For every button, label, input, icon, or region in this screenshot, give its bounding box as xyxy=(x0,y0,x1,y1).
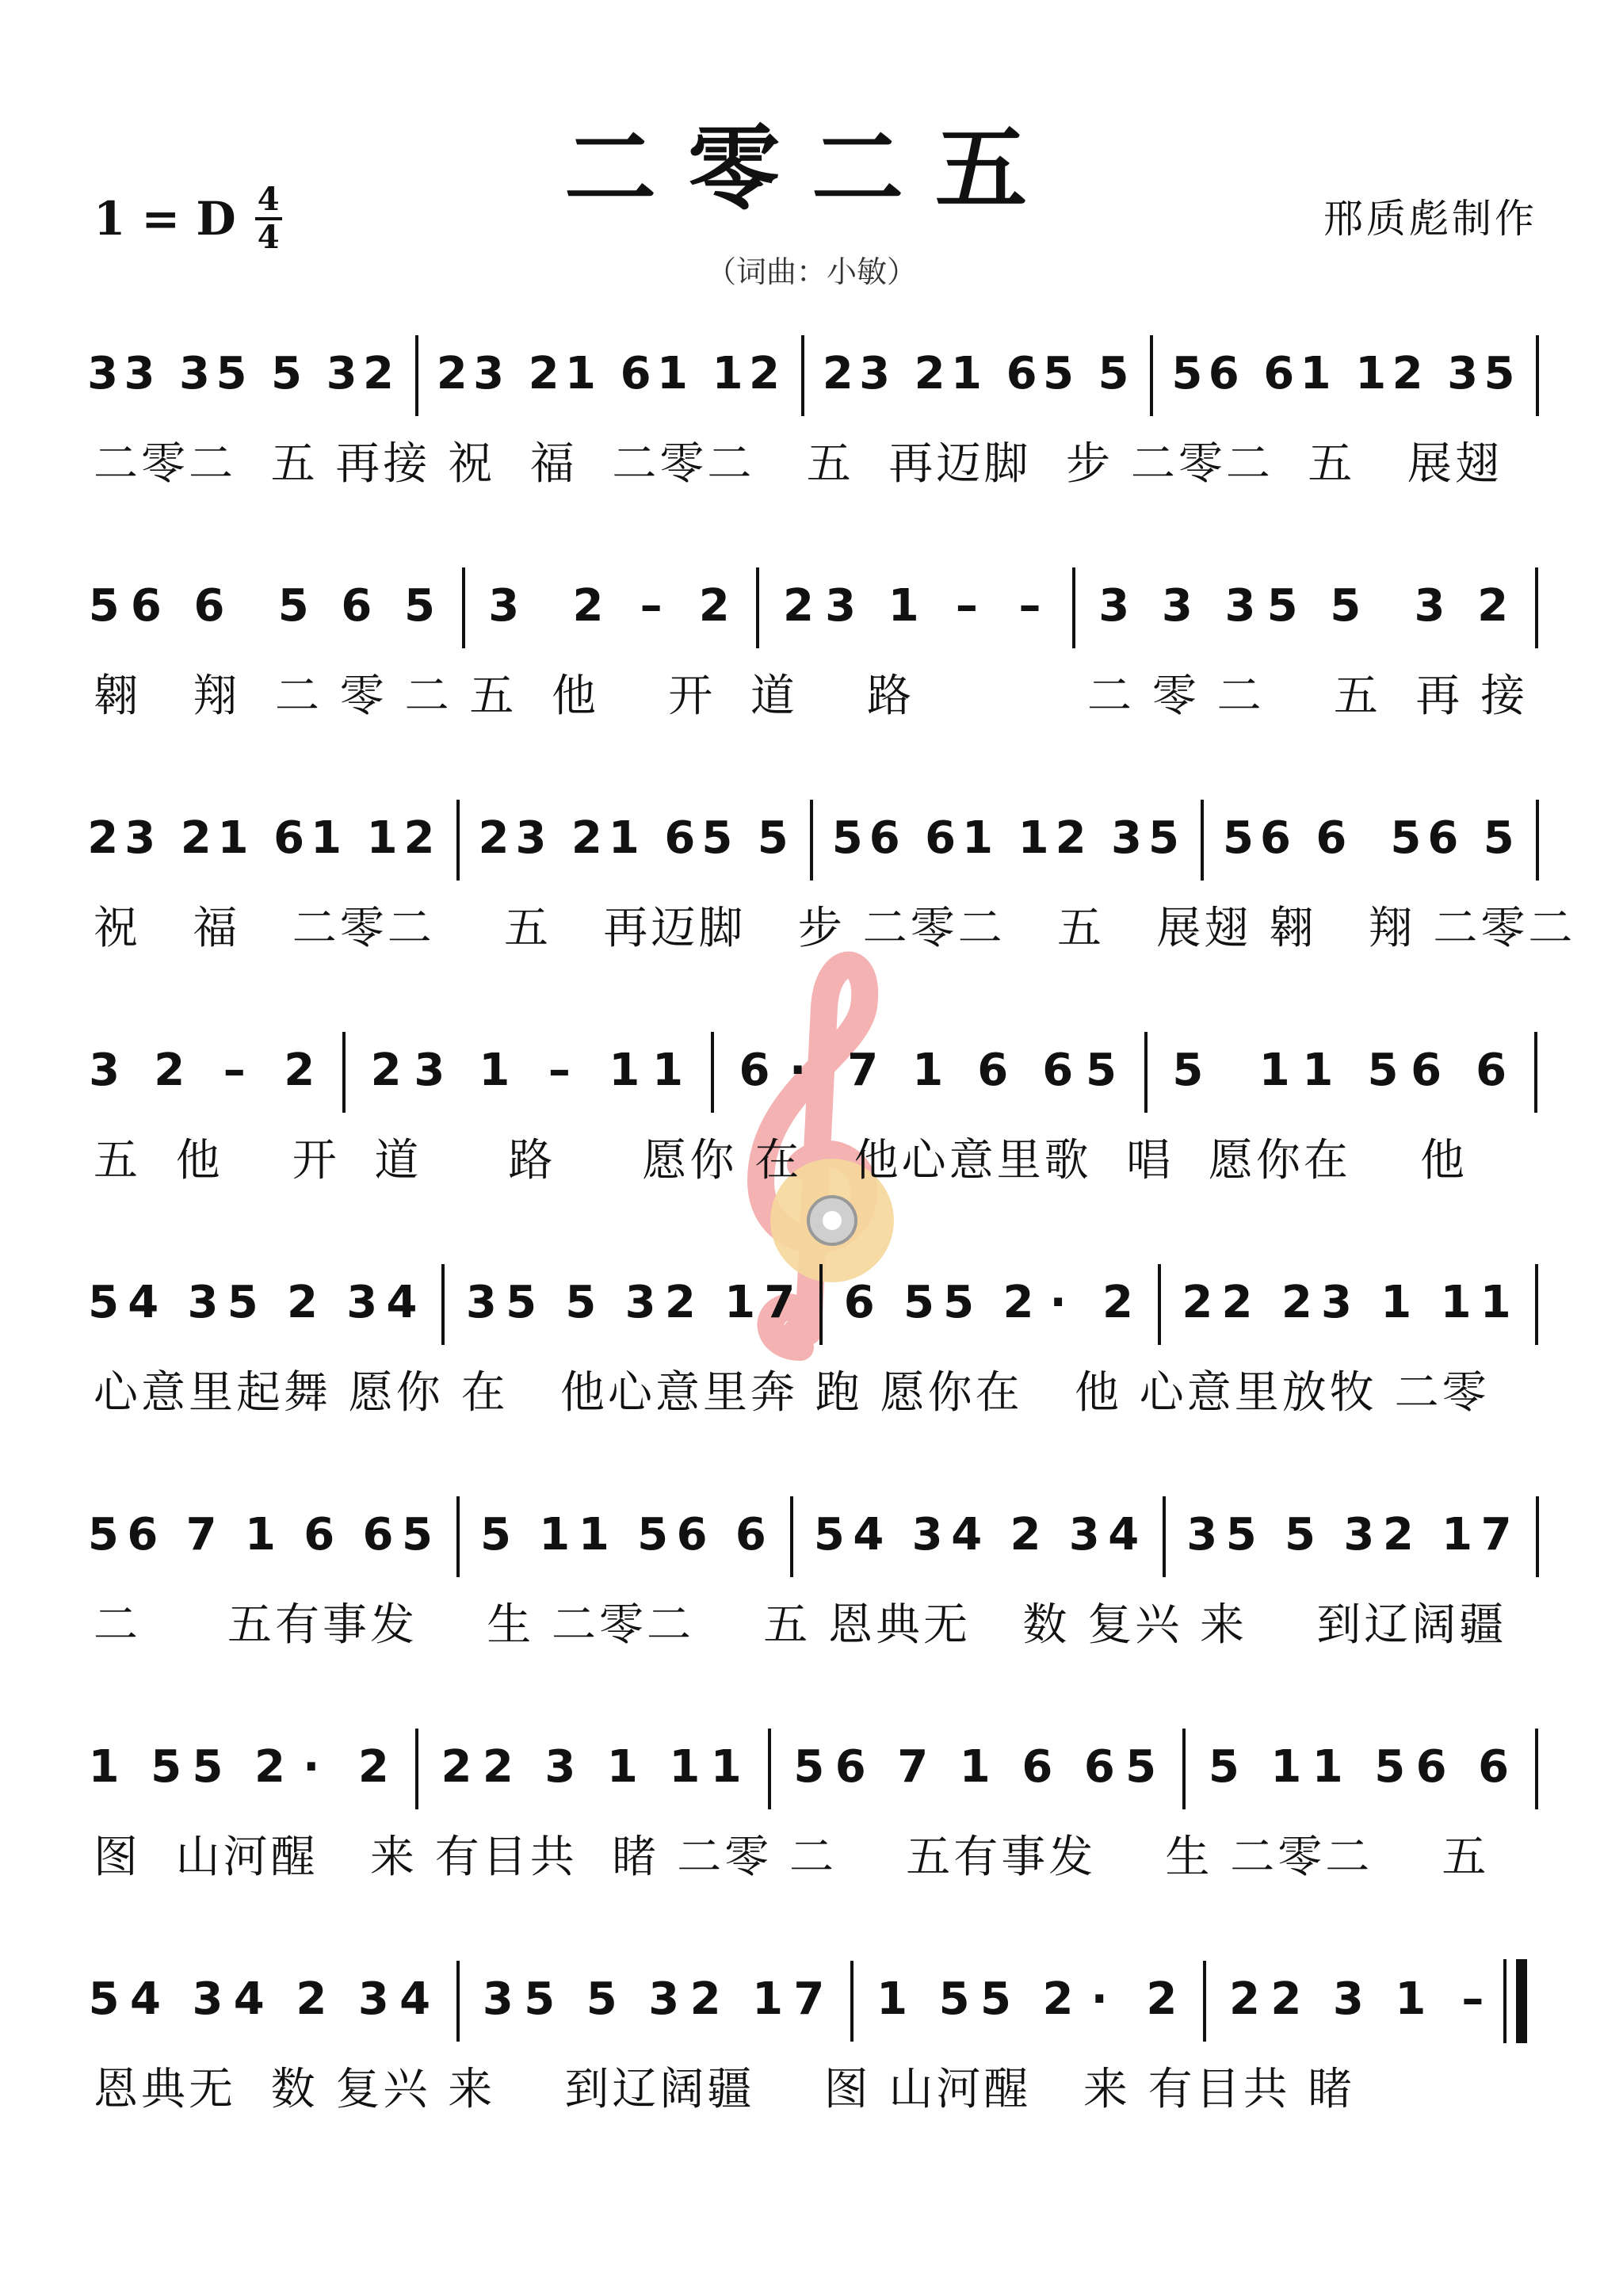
note: 7 xyxy=(897,1741,929,1793)
note: 3 xyxy=(544,1741,576,1793)
barline xyxy=(342,1032,346,1113)
note: 5 xyxy=(1208,1741,1239,1793)
note: 2 xyxy=(914,348,945,399)
lyrics-7: 图 山河醒 来 有目共 睹 二零 二 五有事发 生 二零二 五 xyxy=(94,1832,1490,1883)
note: 4 xyxy=(1108,1509,1140,1561)
note: 2 xyxy=(1102,1277,1133,1328)
notes-8 xyxy=(88,1939,1545,2057)
note: 3 xyxy=(624,1277,656,1328)
note: 5 xyxy=(1390,812,1422,864)
note: 7 xyxy=(1480,1509,1512,1561)
note: 1 xyxy=(1312,1741,1343,1793)
system-2 xyxy=(88,545,1545,777)
note: 1 xyxy=(876,1973,908,2025)
note: 2 xyxy=(689,1973,721,2025)
note: 3 xyxy=(465,1277,497,1328)
note: 3 xyxy=(1332,1973,1364,2025)
note: 2 xyxy=(822,348,854,399)
note: 2 xyxy=(572,580,604,632)
note: 5 xyxy=(903,1277,934,1328)
note: 5 xyxy=(1367,1045,1399,1096)
note: 5 xyxy=(793,1741,825,1793)
note: 5 xyxy=(980,1973,1011,2025)
note: 3 xyxy=(87,348,119,399)
barline xyxy=(1535,567,1538,648)
note: 2 xyxy=(698,580,730,632)
note: 4 xyxy=(386,1277,418,1328)
note: 7 xyxy=(185,1509,217,1561)
note: 1 xyxy=(1381,1277,1412,1328)
barline xyxy=(415,335,418,416)
barline xyxy=(801,335,804,416)
note: 2 xyxy=(1010,1509,1041,1561)
note: 2 xyxy=(287,1277,318,1328)
notes-3 xyxy=(87,777,1545,896)
barline xyxy=(441,1264,445,1345)
barline xyxy=(1072,567,1075,648)
augmentation-dot: · xyxy=(303,1741,320,1793)
note: 5 xyxy=(480,1509,511,1561)
notes-2 xyxy=(88,545,1545,664)
note: 1 xyxy=(652,1045,684,1096)
note: 5 xyxy=(1042,348,1074,399)
barline xyxy=(819,1264,823,1345)
note: 1 xyxy=(951,348,982,399)
lyrics-6: 二 五有事发 生 二零二 五 恩典无 数 复兴 来 到辽阔疆 xyxy=(94,1599,1507,1651)
note: 1 xyxy=(1300,348,1331,399)
barline xyxy=(1163,1496,1166,1577)
note: 3 xyxy=(124,348,155,399)
note: 3 xyxy=(1161,580,1193,632)
lyrics-8: 恩典无 数 复兴 来 到辽阔疆 图 山河醒 来 有目共 睹 xyxy=(94,2064,1356,2115)
note: 2 xyxy=(1270,1973,1302,2025)
note: 1 xyxy=(88,1741,120,1793)
notes-1 xyxy=(87,313,1545,432)
note: 3 xyxy=(473,348,505,399)
time-top: 4 xyxy=(257,181,280,218)
note: 3 xyxy=(124,812,156,864)
notes-4 xyxy=(89,1010,1545,1129)
note: 4 xyxy=(129,1973,161,2025)
note: 5 xyxy=(701,812,733,864)
note: 1 xyxy=(1395,1973,1426,2025)
note: 1 xyxy=(1302,1045,1334,1096)
note: 5 xyxy=(402,1509,433,1561)
note: 2 xyxy=(1392,348,1423,399)
note: 5 xyxy=(88,580,120,632)
note: 2 xyxy=(1002,1277,1034,1328)
note: 5 xyxy=(524,1973,556,2025)
note: 5 xyxy=(1125,1741,1157,1793)
time-signature xyxy=(255,181,282,256)
barline xyxy=(1535,1264,1538,1345)
note: 6 xyxy=(1022,1741,1053,1793)
note: 5 xyxy=(192,1741,223,1793)
barline xyxy=(456,1496,460,1577)
note: 2 xyxy=(154,1045,185,1096)
barline xyxy=(756,567,759,648)
note: 6 xyxy=(739,1045,770,1096)
note: 5 xyxy=(88,1277,120,1328)
note: 5 xyxy=(1266,580,1298,632)
final-barline-thin xyxy=(1503,1959,1507,2043)
hold-dash: – xyxy=(640,580,663,632)
system-8 xyxy=(88,1939,1545,2171)
note: 6 xyxy=(834,1741,866,1793)
note: 6 xyxy=(193,580,225,632)
note: 3 xyxy=(1447,348,1479,399)
note: 3 xyxy=(1068,1509,1100,1561)
barline xyxy=(1536,800,1539,881)
lyrics-2: 翱 翔 二 零 二 五 他 开 道 路 二 零 二 五 再 接 xyxy=(94,670,1529,722)
note: 1 xyxy=(217,812,249,864)
note: 6 xyxy=(304,1509,335,1561)
augmentation-dot: · xyxy=(789,1045,807,1096)
note: 3 xyxy=(192,1973,223,2025)
note: 6 xyxy=(1042,1045,1074,1096)
note: 3 xyxy=(488,580,520,632)
note: 6 xyxy=(1208,348,1239,399)
note: 6 xyxy=(869,812,900,864)
score xyxy=(87,313,1576,2171)
note: 4 xyxy=(951,1509,983,1561)
note: 2 xyxy=(1382,1509,1414,1561)
barline xyxy=(1536,1496,1539,1577)
note: 1 xyxy=(959,1741,991,1793)
note: 3 xyxy=(825,580,857,632)
key-signature xyxy=(94,181,282,256)
system-6 xyxy=(87,1474,1545,1706)
barline xyxy=(850,1961,854,2042)
note: 2 xyxy=(528,348,559,399)
note: 1 xyxy=(669,1741,701,1793)
system-5 xyxy=(88,1242,1545,1474)
key-label: 1 = D xyxy=(94,192,236,246)
note: 3 xyxy=(179,348,211,399)
note: 3 xyxy=(326,348,357,399)
hold-dash: – xyxy=(548,1045,571,1096)
note: 6 xyxy=(1263,348,1295,399)
note: 5 xyxy=(1330,580,1361,632)
note: 3 xyxy=(648,1973,680,2025)
barline xyxy=(456,1961,460,2042)
note: 7 xyxy=(847,1045,879,1096)
note: 1 xyxy=(479,1045,510,1096)
note: 6 xyxy=(127,1509,158,1561)
hold-dash: – xyxy=(955,580,978,632)
note: 6 xyxy=(341,580,372,632)
note: 1 xyxy=(710,1741,742,1793)
note: 2 xyxy=(357,1741,389,1793)
note: 5 xyxy=(151,1741,182,1793)
barline xyxy=(462,567,465,648)
note: 6 xyxy=(1478,1741,1510,1793)
note: 3 xyxy=(1343,1509,1375,1561)
note: 5 xyxy=(1483,812,1514,864)
barline xyxy=(1203,1961,1206,2042)
note: 5 xyxy=(277,580,309,632)
note: 1 xyxy=(1270,1741,1302,1793)
note: 1 xyxy=(752,1973,784,2025)
note: 3 xyxy=(357,1973,389,2025)
barline xyxy=(1536,335,1539,416)
note: 1 xyxy=(1018,812,1049,864)
note: 2 xyxy=(362,348,394,399)
note: 1 xyxy=(244,1509,276,1561)
note: 6 xyxy=(1427,812,1459,864)
note: 6 xyxy=(273,812,305,864)
note: 6 xyxy=(620,348,651,399)
note: 4 xyxy=(853,1509,884,1561)
note: 1 xyxy=(1480,1277,1511,1328)
note: 6 xyxy=(676,1509,708,1561)
note: 3 xyxy=(515,812,547,864)
barline xyxy=(1150,335,1153,416)
note: 5 xyxy=(565,1277,597,1328)
note: 3 xyxy=(1098,580,1130,632)
note: 5 xyxy=(506,1277,537,1328)
page-title: 二零二五 xyxy=(564,115,1059,223)
barline xyxy=(810,800,813,881)
note: 2 xyxy=(1146,1973,1178,2025)
note: 2 xyxy=(436,348,468,399)
note: 5 xyxy=(1148,812,1179,864)
note: 3 xyxy=(859,348,891,399)
note: 5 xyxy=(1285,1509,1316,1561)
note: 2 xyxy=(478,812,510,864)
note: 1 xyxy=(1258,1045,1290,1096)
note: 3 xyxy=(346,1277,378,1328)
lyrics-1: 二零二 五 再接 祝 福 二零二 五 再迈脚 步 二零二 五 展翅 xyxy=(94,438,1503,490)
barline xyxy=(790,1496,793,1577)
note: 5 xyxy=(813,1509,845,1561)
note: 5 xyxy=(757,812,789,864)
system-7 xyxy=(88,1706,1545,1939)
lyrics-5: 心意里起舞 愿你 在 他心意里奔 跑 愿你在 他 心意里放牧 二零 xyxy=(94,1367,1490,1419)
note: 6 xyxy=(362,1509,394,1561)
note: 5 xyxy=(938,1973,970,2025)
note: 2 xyxy=(1182,1277,1213,1328)
note: 1 xyxy=(1355,348,1387,399)
note: 2 xyxy=(1042,1973,1074,2025)
note: 5 xyxy=(88,1973,120,2025)
note: 5 xyxy=(404,580,436,632)
note: 2 xyxy=(482,1741,514,1793)
note: 1 xyxy=(606,1741,638,1793)
note: 6 xyxy=(130,580,162,632)
note: 5 xyxy=(586,1973,617,2025)
note: 3 xyxy=(911,1509,943,1561)
note: 3 xyxy=(89,1045,120,1096)
note: 3 xyxy=(1321,1277,1352,1328)
note: 5 xyxy=(1171,348,1203,399)
hold-dash: – xyxy=(1461,1973,1484,2025)
note: 5 xyxy=(1225,1509,1257,1561)
barline xyxy=(768,1729,771,1809)
note: 5 xyxy=(227,1277,258,1328)
note: 2 xyxy=(1221,1277,1253,1328)
note: 7 xyxy=(764,1277,796,1328)
note: 2 xyxy=(180,812,212,864)
note: 2 xyxy=(664,1277,696,1328)
note: 1 xyxy=(366,812,398,864)
barline xyxy=(1535,1729,1538,1809)
note: 5 xyxy=(216,348,247,399)
note: 6 xyxy=(1411,1045,1442,1096)
note: 5 xyxy=(943,1277,975,1328)
lyrics-4: 五 他 开 道 路 愿你 在 他心意里歌 唱 愿你在 他 xyxy=(94,1135,1468,1186)
note: 1 xyxy=(962,812,994,864)
note: 2 xyxy=(1229,1973,1260,2025)
time-bottom: 4 xyxy=(257,219,280,256)
note: 3 xyxy=(482,1973,514,2025)
note: 2 xyxy=(748,348,780,399)
note: 1 xyxy=(724,1277,756,1328)
note: 1 xyxy=(656,348,688,399)
note: 1 xyxy=(712,348,743,399)
hold-dash: – xyxy=(223,1045,246,1096)
note: 7 xyxy=(793,1973,825,2025)
note: 2 xyxy=(403,812,435,864)
note: 3 xyxy=(1111,812,1143,864)
note: 1 xyxy=(1442,1509,1473,1561)
note: 6 xyxy=(1083,1741,1115,1793)
barline xyxy=(1158,1264,1161,1345)
note: 1 xyxy=(565,348,597,399)
note: 5 xyxy=(1172,1045,1204,1096)
note: 6 xyxy=(1476,1045,1507,1096)
note: 2 xyxy=(1477,580,1509,632)
note: 5 xyxy=(1484,348,1515,399)
barline xyxy=(456,800,460,881)
note: 6 xyxy=(1316,812,1347,864)
note: 2 xyxy=(296,1973,327,2025)
final-barline-thick xyxy=(1516,1959,1527,2043)
note: 6 xyxy=(925,812,957,864)
barline xyxy=(711,1032,714,1113)
note: 2 xyxy=(87,812,119,864)
augmentation-dot: · xyxy=(1049,1277,1067,1328)
note: 5 xyxy=(1085,1045,1117,1096)
note: 1 xyxy=(912,1045,944,1096)
note: 2 xyxy=(1055,812,1086,864)
note: 5 xyxy=(87,1509,119,1561)
note: 5 xyxy=(271,348,302,399)
note: 5 xyxy=(1098,348,1129,399)
hold-dash: – xyxy=(1018,580,1041,632)
barline xyxy=(1201,800,1204,881)
note: 1 xyxy=(609,1045,640,1096)
note: 1 xyxy=(608,812,640,864)
note: 5 xyxy=(1374,1741,1406,1793)
note: 2 xyxy=(370,1045,402,1096)
notes-6 xyxy=(87,1474,1545,1593)
note: 2 xyxy=(284,1045,315,1096)
note: 6 xyxy=(1259,812,1291,864)
note: 4 xyxy=(399,1973,431,2025)
note: 5 xyxy=(637,1509,669,1561)
note: 1 xyxy=(1440,1277,1472,1328)
note: 6 xyxy=(1415,1741,1447,1793)
lyrics-3: 祝 福 二零二 五 再迈脚 步 二零二 五 展翅 翱 翔 二零二 xyxy=(94,903,1576,954)
note: 2 xyxy=(571,812,602,864)
augmentation-dot: · xyxy=(1090,1973,1108,2025)
note: 5 xyxy=(831,812,863,864)
note: 6 xyxy=(843,1277,875,1328)
note: 2 xyxy=(441,1741,472,1793)
barline xyxy=(415,1729,418,1809)
barline xyxy=(1534,1032,1537,1113)
note: 3 xyxy=(187,1277,219,1328)
system-1 xyxy=(87,313,1545,545)
subtitle: （词曲：小敏） xyxy=(705,254,917,289)
note: 3 xyxy=(1224,580,1256,632)
system-4 xyxy=(89,1010,1545,1242)
barline xyxy=(1144,1032,1148,1113)
note: 2 xyxy=(254,1741,285,1793)
note: 1 xyxy=(578,1509,609,1561)
note: 3 xyxy=(1414,580,1445,632)
credit: 邢质彪制作 xyxy=(1323,196,1537,242)
note: 3 xyxy=(414,1045,445,1096)
note: 4 xyxy=(128,1277,159,1328)
note: 1 xyxy=(539,1509,571,1561)
note: 3 xyxy=(1186,1509,1218,1561)
note: 1 xyxy=(888,580,919,632)
note: 6 xyxy=(735,1509,766,1561)
system-3 xyxy=(87,777,1576,1010)
notes-5 xyxy=(88,1242,1545,1361)
note: 1 xyxy=(311,812,342,864)
barline xyxy=(1182,1729,1186,1809)
note: 2 xyxy=(782,580,814,632)
note: 5 xyxy=(1222,812,1254,864)
notes-7 xyxy=(88,1706,1545,1825)
note: 6 xyxy=(664,812,696,864)
note: 4 xyxy=(233,1973,265,2025)
note: 6 xyxy=(977,1045,1009,1096)
note: 6 xyxy=(1006,348,1037,399)
note: 2 xyxy=(1281,1277,1312,1328)
